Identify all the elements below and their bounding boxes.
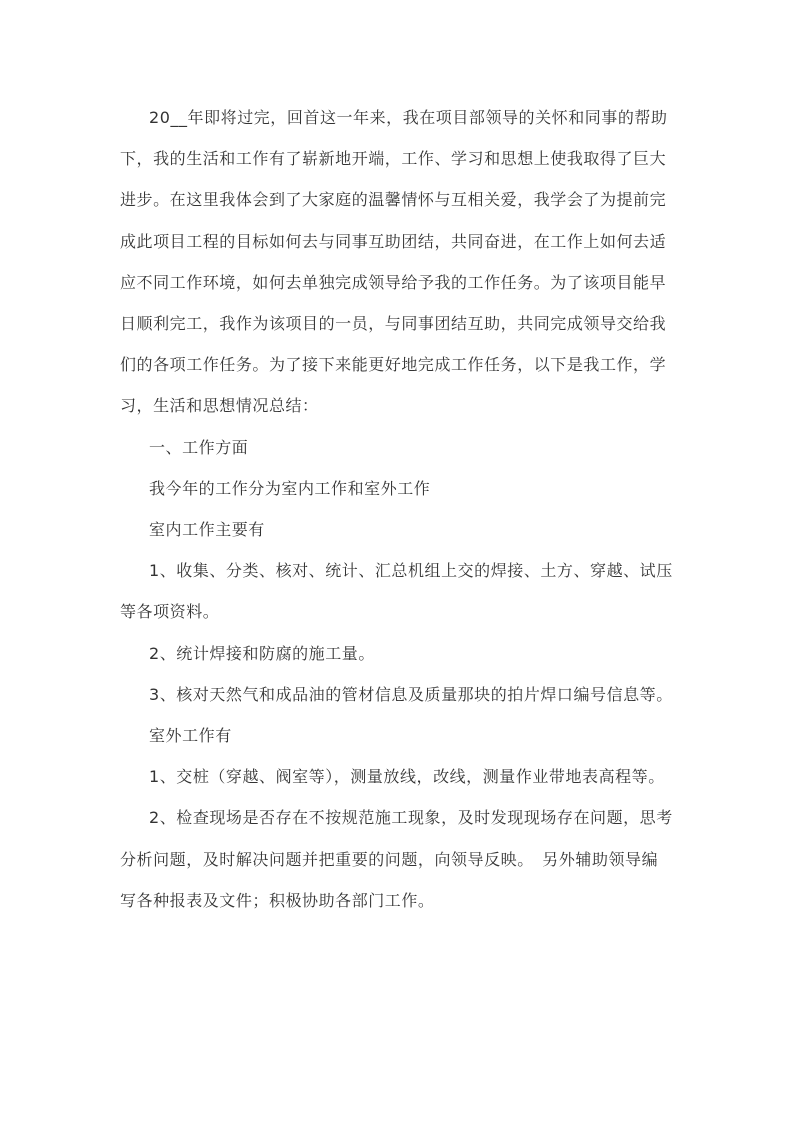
indoor-item-2: 2、统计焊接和防腐的施工量。: [149, 643, 375, 663]
outdoor-item-1: 1、交桩（穿越、阀室等），测量放线，改线，测量作业带地表高程等。: [149, 767, 665, 787]
outdoor-work-heading: 室外工作有: [149, 726, 232, 746]
indoor-item-1: 1、收集、分类、核对、统计、汇总机组上交的焊接、土方、穿越、试压等各项资料。: [120, 561, 673, 622]
section-heading-work: 一、工作方面: [149, 437, 249, 457]
work-overview-paragraph: 我今年的工作分为室内工作和室外工作: [149, 478, 431, 498]
outdoor-item-2: 2、检查现场是否存在不按规范施工现象，及时发现现场存在问题，思考分析问题，及时解决问题并把重要的问题，向领导反映。 另外辅助领导编写各种报表及文件；积极协助各部门工作。: [120, 808, 673, 910]
indoor-item-3: 3、核对天然气和成品油的管材信息及质量那块的拍片焊口编号信息等。: [149, 684, 673, 704]
intro-paragraph: 20__年即将过完，回首这一年来，我在项目部领导的关怀和同事的帮助下，我的生活和工作有了崭新地开端，工作、学习和思想上使我取得了巨大进步。在这里我体会到了大家庭的温馨情怀与互相关爱，我学会了为提前完成此项目工程的目标如何去与同事互助团结，共同奋进，在工作上如何去适应不同工作环境，如何去单独完成领导给予我的工作任务。为了该项目能早日顺利完工，我作为该项目的一员，与同事团结互助，共同完成领导交给我们的各项工作任务。为了接下来能更好地完成工作任务，以下是我工作，学习，生活和思想情况总结：: [120, 108, 668, 416]
indoor-work-heading: 室内工作主要有: [149, 520, 265, 540]
document-body: [120, 97, 674, 921]
